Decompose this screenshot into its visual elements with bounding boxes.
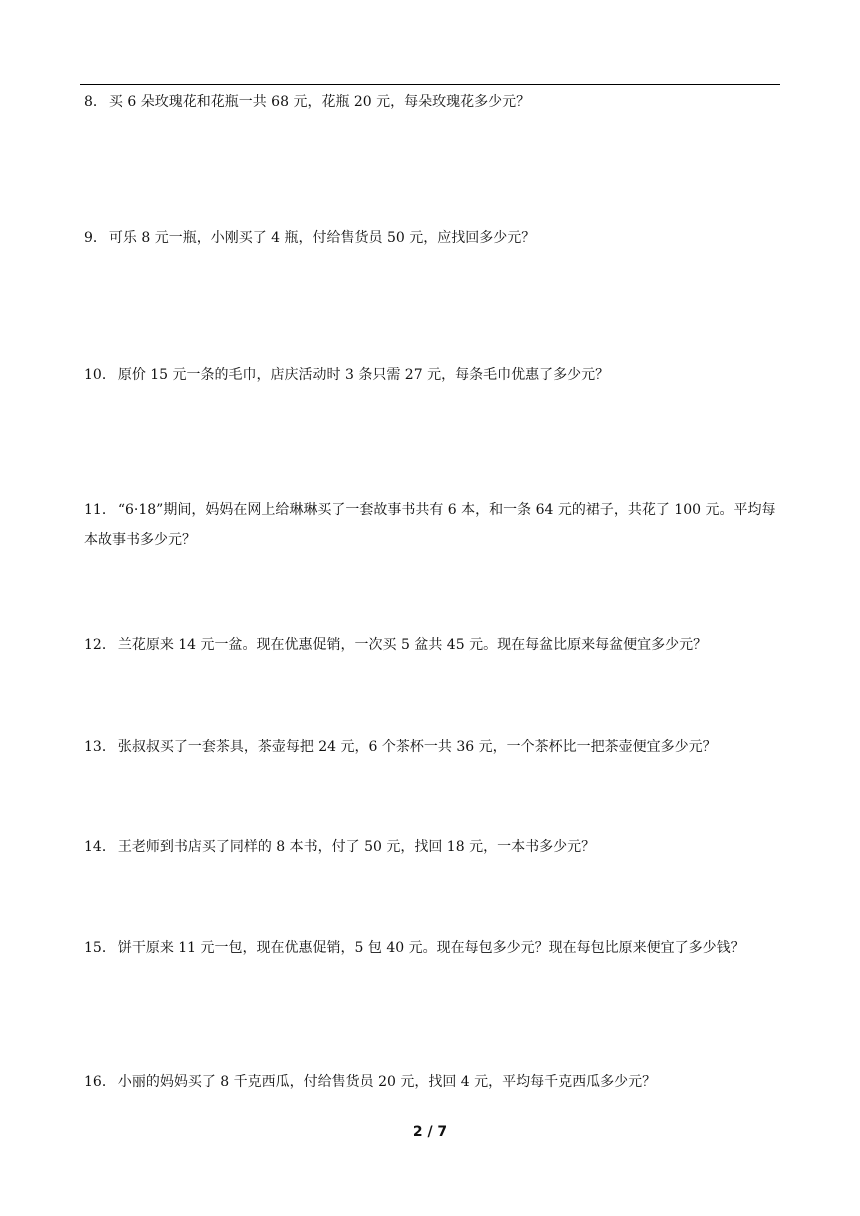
question-12 <box>84 630 776 660</box>
question-number: 16． <box>84 1074 116 1090</box>
page-number: 2 / 7 <box>412 1124 448 1140</box>
question-15 <box>84 933 776 963</box>
question-number: 14． <box>84 839 116 855</box>
question-13 <box>84 732 776 762</box>
header-rule <box>80 84 780 85</box>
question-text: 可乐 8 元一瓶，小刚买了 4 瓶，付给售货员 50 元，应找回多少元？ <box>108 230 536 246</box>
question-text: 买 6 朵玫瑰花和花瓶一共 68 元，花瓶 20 元，每朵玫瑰花多少元？ <box>108 94 531 110</box>
question-text: 王老师到书店买了同样的 8 本书，付了 50 元，找回 18 元，一本书多少元？ <box>117 839 596 855</box>
question-10 <box>84 360 776 390</box>
question-text: 原价 15 元一条的毛巾，店庆活动时 3 条只需 27 元，每条毛巾优惠了多少元？ <box>117 367 610 383</box>
question-11 <box>84 495 776 555</box>
question-number: 11． <box>84 502 116 518</box>
question-text: 兰花原来 14 元一盆。现在优惠促销，一次买 5 盆共 45 元。现在每盆比原来每盆便宜多少元？ <box>117 637 708 653</box>
question-number: 10． <box>84 367 116 383</box>
question-14 <box>84 832 776 862</box>
question-text: 张叔叔买了一套茶具，茶壶每把 24 元，6 个茶杯一共 36 元，一个茶杯比一把茶壶便宜多少元？ <box>117 739 717 755</box>
question-number: 9． <box>84 230 107 246</box>
question-16 <box>84 1067 776 1097</box>
question-text: “6·18”期间，妈妈在网上给琳琳买了一套故事书共有 6 本，和一条 64 元的裙子，共花了 100 元。平均每本故事书多少元？ <box>84 502 776 548</box>
question-8 <box>84 87 776 117</box>
question-number: 15． <box>84 940 116 956</box>
question-number: 8． <box>84 94 107 110</box>
question-number: 13． <box>84 739 116 755</box>
question-text: 小丽的妈妈买了 8 千克西瓜，付给售货员 20 元，找回 4 元，平均每千克西瓜多少元？ <box>117 1074 657 1090</box>
question-number: 12． <box>84 637 116 653</box>
question-text: 饼干原来 11 元一包，现在优惠促销，5 包 40 元。现在每包多少元？现在每包比原来便宜了多少钱？ <box>117 940 745 956</box>
question-9 <box>84 223 776 253</box>
